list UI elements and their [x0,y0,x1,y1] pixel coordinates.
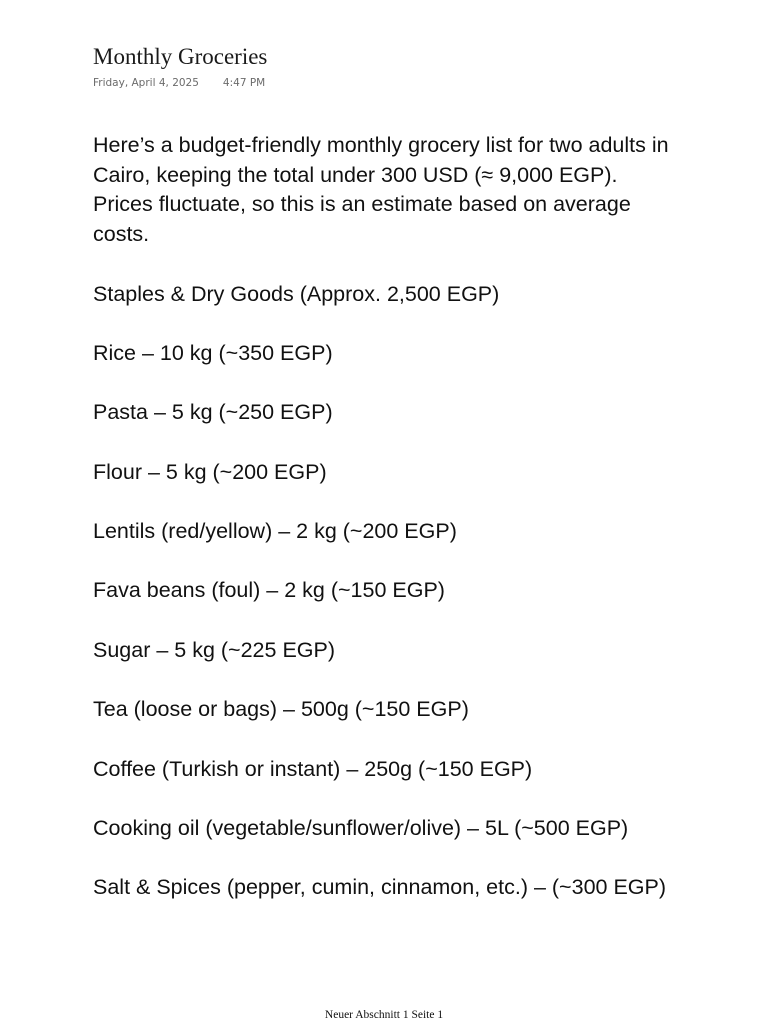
list-item: Coffee (Turkish or instant) – 250g (~150 EGP) [93,756,533,781]
page-footer: Neuer Abschnitt 1 Seite 1 [324,1009,444,1021]
note-body[interactable] [93,131,673,933]
note-time: 4:47 PM [222,77,266,89]
list-item: Cooking oil (vegetable/sunflower/olive) – 5L (~500 EGP) [93,816,629,841]
list-item: Rice – 10 kg (~350 EGP) [93,340,333,365]
page-title: Monthly Groceries [93,44,268,69]
note-timestamp [93,76,265,90]
list-item: Lentils (red/yellow) – 2 kg (~200 EGP) [93,519,457,544]
section-heading-staples: Staples & Dry Goods (Approx. 2,500 EGP) [93,281,500,306]
list-item: Salt & Spices (pepper, cumin, cinnamon, etc.) – (~300 EGP) [93,875,667,900]
list-item: Fava beans (foul) – 2 kg (~150 EGP) [93,578,445,603]
note-date: Friday, April 4, 2025 [93,77,199,89]
intro-paragraph: Here’s a budget-friendly monthly grocery list for two adults in Cairo, keeping the total under 300 USD (≈ 9,000 EGP). Prices fluctuate, so this is an estimate based on average costs. [93,133,669,247]
list-item: Flour – 5 kg (~200 EGP) [93,459,327,484]
list-item: Tea (loose or bags) – 500g (~150 EGP) [93,697,469,722]
list-item: Sugar – 5 kg (~225 EGP) [93,637,336,662]
list-item: Pasta – 5 kg (~250 EGP) [93,400,333,425]
